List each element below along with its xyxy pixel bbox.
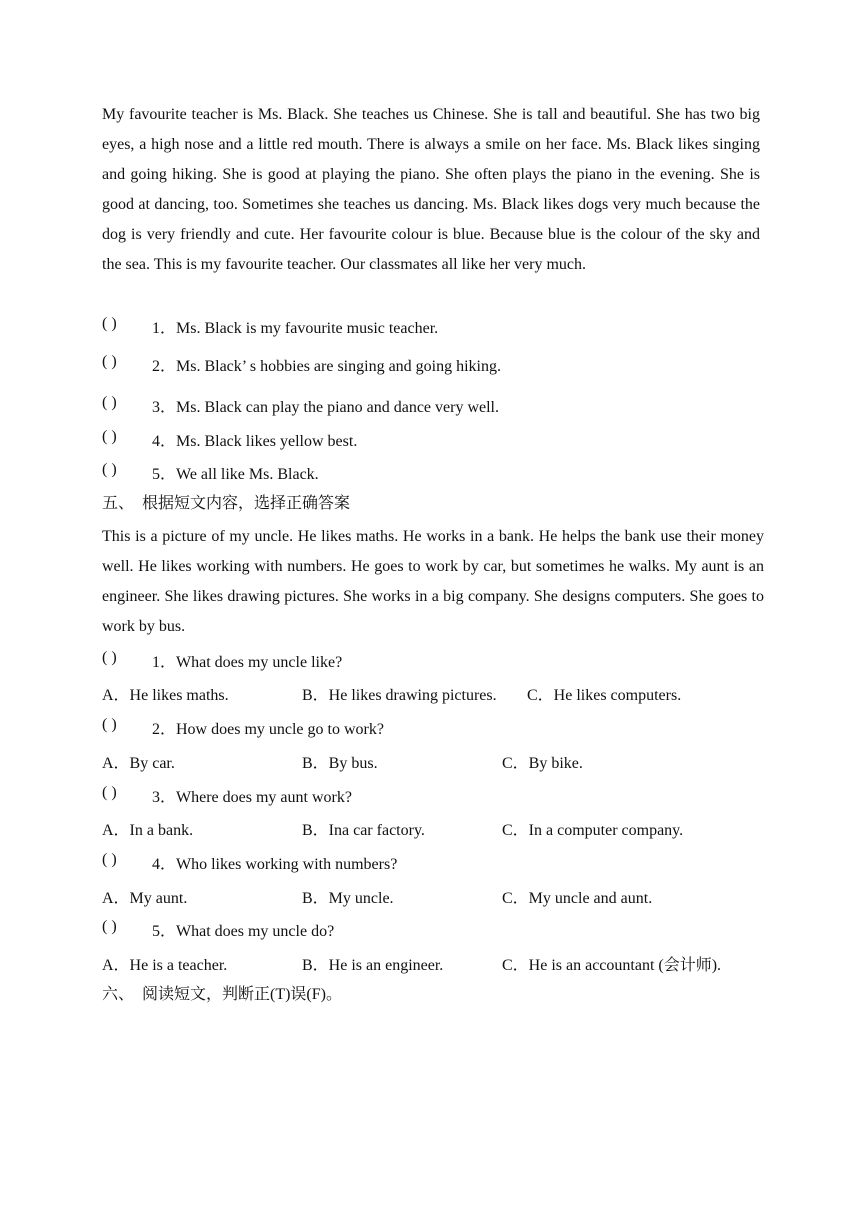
option-a: A．By car. xyxy=(102,755,175,772)
question-text: 3．Where does my aunt work? xyxy=(152,789,352,806)
reading-passage-uncle: This is a picture of my uncle. He likes maths. He works in a bank. He helps the bank use their money well. He likes working with numbers. He goes to work by car, but sometimes he walks. My aunt is an engineer. She likes drawing pictures. She works in a big company. She designs computers. She goes to work by bus. xyxy=(102,528,764,635)
question-text: 1．What does my uncle like? xyxy=(152,654,343,671)
option-c: C．In a computer company. xyxy=(502,822,684,839)
option-a: A．He likes maths. xyxy=(102,687,229,704)
answer-blank[interactable]: ( ) xyxy=(102,315,117,332)
option-b: B．My uncle. xyxy=(302,890,394,907)
answer-blank[interactable]: ( ) xyxy=(102,851,117,868)
option-a: A．My aunt. xyxy=(102,890,188,907)
option-c: C．By bike. xyxy=(502,755,583,772)
option-b: B．He is an engineer. xyxy=(302,957,444,974)
question-text: 3．Ms. Black can play the piano and dance very well. xyxy=(152,399,500,416)
answer-blank[interactable]: ( ) xyxy=(102,918,117,935)
question-text: 5．We all like Ms. Black. xyxy=(152,466,319,483)
option-b: B．Ina car factory. xyxy=(302,822,425,839)
answer-blank[interactable]: ( ) xyxy=(102,461,117,478)
option-b: B．By bus. xyxy=(302,755,378,772)
option-c: C．He is an accountant (会计师). xyxy=(502,957,722,974)
question-text: 4．Who likes working with numbers? xyxy=(152,856,398,873)
question-text: 5．What does my uncle do? xyxy=(152,923,335,940)
option-b: B．He likes drawing pictures. xyxy=(302,687,497,704)
option-a: A．In a bank. xyxy=(102,822,194,839)
question-text: 1．Ms. Black is my favourite music teacher. xyxy=(152,320,439,337)
reading-passage-teacher: My favourite teacher is Ms. Black. She teaches us Chinese. She is tall and beautiful. She has two big eyes, a high nose and a little red mouth. There is always a smile on her face. Ms. Black likes singing and going hiking. She is good at playing the piano. She often plays the piano in the evening. She is good at dancing, too. Sometimes she teaches us dancing. Ms. Black likes dogs very much because the dog is very friendly and cute. Her favourite colour is blue. Because blue is the colour of the sky and the sea. This is my favourite teacher. Our classmates all like her very much. xyxy=(102,106,760,273)
answer-blank[interactable]: ( ) xyxy=(102,428,117,445)
section-5-heading: 五、 根据短文内容，选择正确答案 xyxy=(102,495,351,512)
answer-blank[interactable]: ( ) xyxy=(102,394,117,411)
answer-blank[interactable]: ( ) xyxy=(102,649,117,666)
question-text: 4．Ms. Black likes yellow best. xyxy=(152,433,358,450)
question-text: 2．How does my uncle go to work? xyxy=(152,721,384,738)
section-6-heading: 六、 阅读短文，判断正(T)误(F)。 xyxy=(102,986,342,1003)
question-text: 2．Ms. Black’ s hobbies are singing and going hiking. xyxy=(152,358,502,375)
answer-blank[interactable]: ( ) xyxy=(102,353,117,370)
answer-blank[interactable]: ( ) xyxy=(102,784,117,801)
option-c: C．My uncle and aunt. xyxy=(502,890,653,907)
answer-blank[interactable]: ( ) xyxy=(102,716,117,733)
option-c: C．He likes computers. xyxy=(527,687,682,704)
option-a: A．He is a teacher. xyxy=(102,957,228,974)
